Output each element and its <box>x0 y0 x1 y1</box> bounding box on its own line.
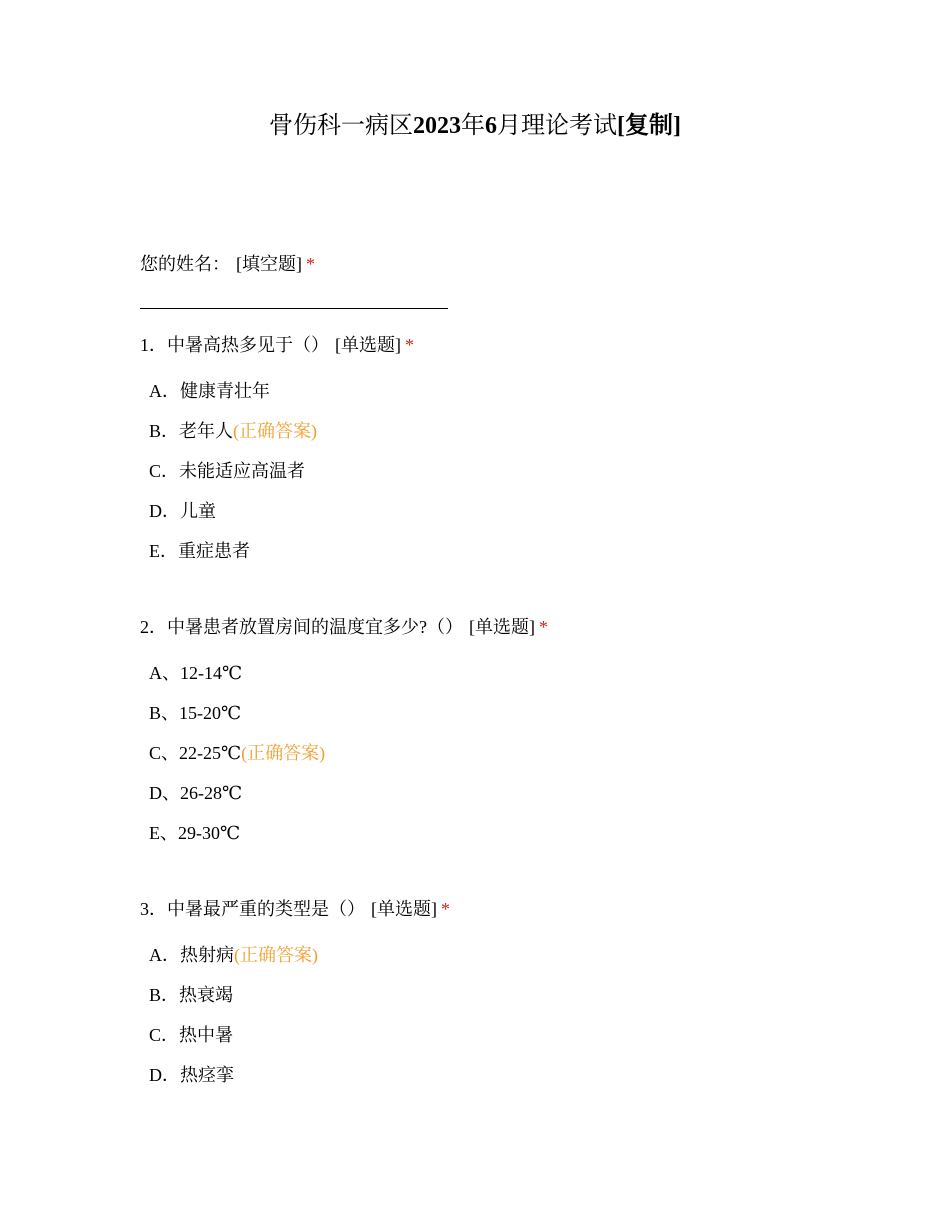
question-3 <box>140 898 450 920</box>
question-1-type: [单选题] <box>335 335 401 355</box>
correct-answer-marker: (正确答案) <box>233 421 318 441</box>
option-label: C、22-25℃ <box>149 743 242 763</box>
q1-option-c[interactable] <box>149 460 305 482</box>
q3-option-a[interactable] <box>149 944 318 966</box>
option-label: E、29-30℃ <box>149 823 241 843</box>
option-label: A．健康青壮年 <box>149 381 270 401</box>
name-question-label: 您的姓名： <box>140 254 230 274</box>
title-part-1: 骨伤科一病区 <box>269 113 413 139</box>
q2-option-d[interactable] <box>149 782 242 804</box>
required-mark: * <box>441 899 450 919</box>
option-label: A、12-14℃ <box>149 663 243 683</box>
question-3-type: [单选题] <box>371 899 437 919</box>
option-label: D、26-28℃ <box>149 783 243 803</box>
correct-answer-marker: (正确答案) <box>241 743 326 763</box>
required-mark: * <box>539 617 548 637</box>
q2-option-e[interactable] <box>149 822 240 844</box>
required-mark: * <box>306 254 315 274</box>
name-answer-line[interactable] <box>140 308 448 309</box>
q2-option-b[interactable] <box>149 702 241 724</box>
q3-option-c[interactable] <box>149 1024 233 1046</box>
option-label: D．儿童 <box>149 501 216 521</box>
option-label: D．热痉挛 <box>149 1065 234 1085</box>
correct-answer-marker: (正确答案) <box>234 945 318 965</box>
title-part-4: [复制] <box>617 113 681 139</box>
question-3-text: 中暑最严重的类型是（） <box>167 899 365 919</box>
q3-option-d[interactable] <box>149 1064 234 1086</box>
question-1 <box>140 334 414 356</box>
question-2-text: 中暑患者放置房间的温度宜多少?（） <box>167 617 463 637</box>
question-2 <box>140 616 548 638</box>
q1-option-e[interactable] <box>149 540 250 562</box>
name-question <box>140 253 315 275</box>
page-title <box>0 108 950 144</box>
title-month: 6 <box>485 113 497 139</box>
title-part-2: 年 <box>461 113 485 139</box>
option-label: B．老年人 <box>149 421 234 441</box>
question-2-type: [单选题] <box>469 617 535 637</box>
option-label: B、15-20℃ <box>149 703 242 723</box>
question-3-number: 3． <box>140 899 167 919</box>
option-label: C．热中暑 <box>149 1025 234 1045</box>
question-2-number: 2． <box>140 617 167 637</box>
q1-option-d[interactable] <box>149 500 216 522</box>
question-1-text: 中暑高热多见于（） <box>167 335 329 355</box>
option-label: C．未能适应高温者 <box>149 461 306 481</box>
title-year: 2023 <box>413 113 461 139</box>
option-label: E．重症患者 <box>149 541 250 561</box>
q1-option-a[interactable] <box>149 380 270 402</box>
q2-option-a[interactable] <box>149 662 242 684</box>
question-1-number: 1． <box>140 335 167 355</box>
q2-option-c[interactable] <box>149 742 325 764</box>
title-part-3: 月理论考试 <box>497 113 617 139</box>
option-label: A．热射病 <box>149 945 234 965</box>
name-question-type: [填空题] <box>236 254 302 274</box>
q1-option-b[interactable] <box>149 420 317 442</box>
required-mark: * <box>405 335 414 355</box>
q3-option-b[interactable] <box>149 984 233 1006</box>
option-label: B．热衰竭 <box>149 985 234 1005</box>
